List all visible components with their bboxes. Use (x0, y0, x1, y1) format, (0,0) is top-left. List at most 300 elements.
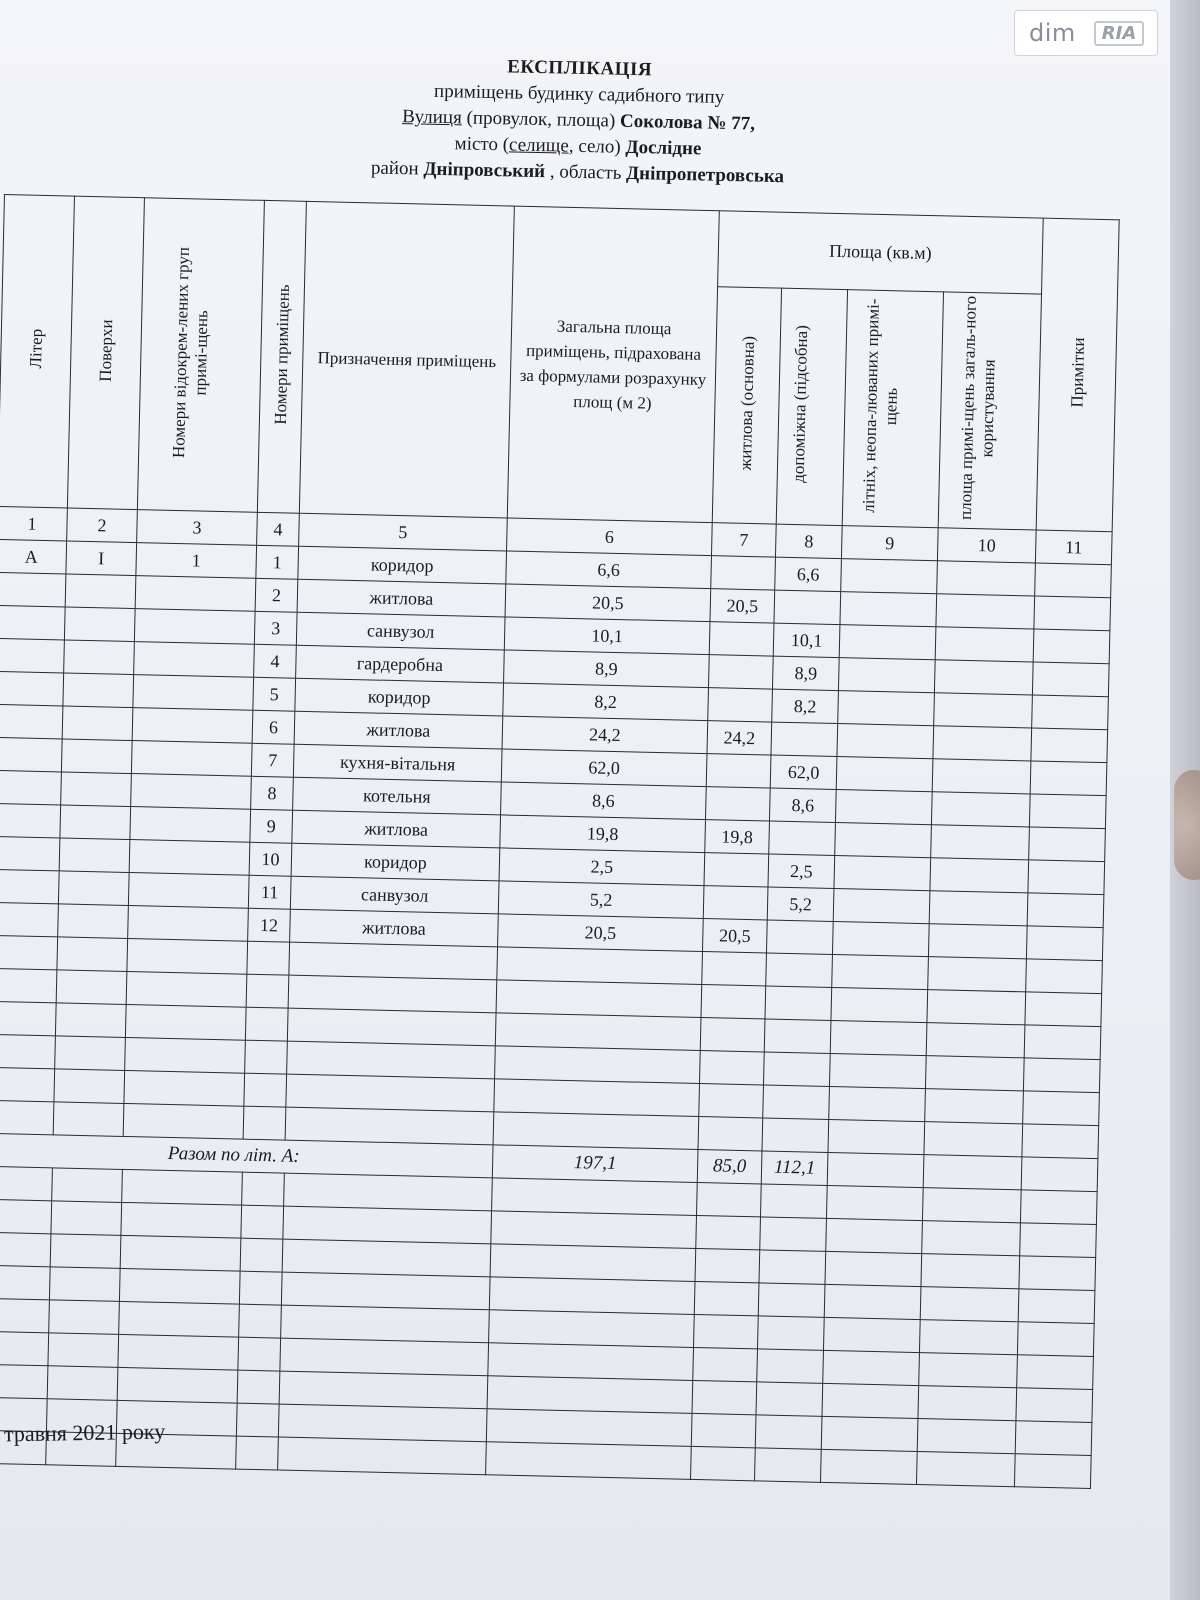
empty-cell (928, 924, 1027, 959)
empty-cell (694, 1281, 759, 1315)
cell-room: 11 (248, 875, 291, 909)
empty-cell (691, 1413, 756, 1447)
cell-purpose: коридор (295, 678, 504, 716)
empty-cell (1029, 827, 1106, 862)
empty-cell (922, 1188, 1021, 1223)
empty-cell (1023, 1058, 1100, 1093)
empty-cell (927, 990, 1026, 1025)
empty-cell (758, 1283, 825, 1317)
empty-cell (1020, 1223, 1097, 1258)
empty-cell (925, 1056, 1024, 1091)
cell-total: 8,6 (501, 782, 707, 820)
cell-purpose: котельня (293, 777, 502, 815)
empty-cell (836, 757, 933, 792)
document-subtitle: приміщень будинку садибного типу (433, 80, 725, 108)
empty-cell (695, 1248, 760, 1282)
empty-cell (1016, 1388, 1093, 1423)
empty-cell (1029, 794, 1106, 829)
header-rooms: Номери приміщень (257, 200, 306, 513)
empty-cell (122, 1169, 243, 1205)
empty-cell (919, 1320, 1018, 1355)
col-num: 4 (257, 512, 300, 546)
empty-cell (237, 1370, 280, 1404)
empty-cell (922, 1221, 1021, 1256)
empty-cell (929, 891, 1028, 926)
empty-cell (933, 726, 1032, 761)
header-liter: Літер (0, 195, 74, 509)
empty-cell (236, 1403, 279, 1437)
cell-group: 1 (136, 543, 257, 579)
empty-cell (492, 1178, 698, 1216)
empty-cell (763, 1052, 830, 1086)
cell-group (131, 741, 252, 777)
region-value: Дніпропетровська (625, 162, 785, 188)
empty-cell (835, 823, 932, 858)
empty-cell (236, 1436, 279, 1470)
empty-cell (700, 1018, 765, 1052)
cell-living (708, 688, 773, 722)
empty-cell (245, 1007, 288, 1041)
cell-room: 1 (256, 545, 299, 579)
cell-purpose: житлова (292, 810, 501, 848)
empty-cell (826, 1185, 923, 1220)
empty-cell (935, 627, 1034, 662)
empty-cell (486, 1409, 692, 1447)
cell-purpose: житлова (290, 909, 499, 947)
empty-cell (824, 1284, 921, 1319)
empty-cell (245, 1040, 288, 1074)
empty-cell (49, 1300, 120, 1335)
cell-liter (0, 902, 58, 937)
empty-cell (125, 1004, 246, 1040)
empty-cell (284, 1173, 493, 1211)
empty-cell (1034, 596, 1111, 631)
empty-cell (491, 1211, 697, 1249)
cell-liter (0, 869, 59, 904)
empty-cell (826, 1218, 923, 1253)
empty-cell (1025, 992, 1102, 1027)
empty-cell (832, 921, 929, 956)
document-heading (297, 50, 860, 192)
empty-cell (820, 1449, 917, 1484)
empty-cell (489, 1310, 695, 1348)
empty-cell (837, 724, 934, 759)
cell-aux (766, 920, 833, 954)
empty-cell (247, 941, 290, 975)
empty-cell (916, 1452, 1015, 1487)
cell-living: 19,8 (705, 820, 770, 854)
empty-cell (494, 1079, 700, 1117)
total-label: Разом по літ. А: (0, 1133, 493, 1178)
cell-liter (0, 737, 62, 772)
cell-floor (58, 871, 129, 906)
empty-cell (118, 1334, 239, 1370)
cell-living: 20,5 (702, 919, 767, 953)
cell-group (133, 675, 254, 711)
empty-cell (760, 1217, 827, 1251)
empty-cell (0, 968, 57, 1003)
empty-cell (757, 1316, 824, 1350)
header-floors: Поверхи (67, 196, 144, 510)
living-area-sum: 85,0 (697, 1149, 762, 1183)
cell-aux: 8,9 (772, 656, 839, 690)
empty-cell (242, 1172, 285, 1206)
empty-cell (490, 1244, 696, 1282)
empty-cell (49, 1267, 120, 1302)
empty-cell (757, 1349, 824, 1383)
empty-cell (838, 691, 935, 726)
empty-cell (701, 985, 766, 1019)
cell-living (705, 787, 770, 821)
empty-cell (0, 1001, 56, 1036)
cell-living (703, 886, 768, 920)
empty-cell (692, 1380, 757, 1414)
empty-cell (55, 1036, 126, 1071)
finger-shadow (1174, 770, 1200, 880)
empty-cell (699, 1084, 764, 1118)
cell-living: 24,2 (707, 721, 772, 755)
cell-room: 9 (250, 809, 293, 843)
empty-cell (487, 1376, 693, 1414)
cell-floor (64, 640, 135, 675)
empty-cell (287, 1041, 496, 1079)
empty-cell (923, 1155, 1022, 1190)
empty-cell (126, 971, 247, 1007)
document-title: ЕКСПЛІКАЦІЯ (507, 56, 653, 81)
col-num: 10 (937, 528, 1036, 563)
empty-cell (0, 1331, 49, 1366)
empty-cell (119, 1268, 240, 1304)
empty-cell (53, 1102, 124, 1137)
cell-living (711, 556, 776, 590)
col-num: 3 (137, 510, 258, 546)
empty-cell (0, 1034, 55, 1069)
empty-cell (765, 986, 832, 1020)
explication-table-wrap (0, 194, 1120, 1489)
cell-group (132, 708, 253, 744)
empty-cell (495, 1013, 701, 1051)
empty-cell (756, 1382, 823, 1416)
empty-cell (1033, 629, 1110, 664)
empty-cell (495, 1046, 701, 1084)
document-date: травня 2021 року (3, 1418, 166, 1447)
empty-cell (279, 1371, 488, 1409)
col-num: 1 (0, 506, 67, 541)
empty-cell (840, 592, 937, 627)
empty-cell (930, 858, 1029, 893)
header-common: площа примі-щень загаль-ного користування (938, 292, 1041, 530)
cell-group (131, 774, 252, 810)
empty-cell (841, 559, 938, 594)
cell-aux: 2,5 (768, 854, 835, 888)
cell-floor (62, 706, 133, 741)
empty-cell (754, 1448, 821, 1482)
empty-cell (1026, 959, 1103, 994)
empty-cell (497, 947, 703, 985)
empty-cell (696, 1215, 761, 1249)
empty-cell (839, 625, 936, 660)
empty-cell (693, 1347, 758, 1381)
street-value: Соколова № 77, (619, 110, 756, 135)
cell-group (129, 840, 250, 876)
total-area-sum: 197,1 (492, 1145, 698, 1183)
empty-cell (496, 980, 702, 1018)
cell-total: 8,9 (504, 650, 710, 688)
empty-cell (243, 1106, 286, 1140)
district-pre: район (370, 157, 424, 180)
empty-cell (1020, 1190, 1097, 1225)
empty-cell (241, 1205, 284, 1239)
col-num: 7 (711, 523, 776, 557)
cell-liter (0, 704, 63, 739)
empty-cell (0, 1232, 51, 1267)
empty-cell (0, 1067, 55, 1102)
empty-cell (924, 1122, 1023, 1157)
cell-room: 12 (248, 908, 291, 942)
cell-room: 10 (249, 842, 292, 876)
empty-cell (1022, 1124, 1099, 1159)
cell-liter: А (0, 539, 67, 574)
empty-cell (702, 952, 767, 986)
empty-cell (928, 957, 1027, 992)
header-summer: літніх, неопа-люваних примі-щень (842, 290, 943, 528)
empty-cell (699, 1051, 764, 1085)
empty-cell (921, 1254, 1020, 1289)
empty-cell (278, 1404, 487, 1442)
cell-liter (0, 605, 65, 640)
city-pre: місто ( (454, 133, 510, 156)
cell-aux: 8,6 (769, 788, 836, 822)
empty-cell (285, 1107, 494, 1145)
cell-purpose: гардеробна (296, 645, 505, 683)
empty-cell (50, 1234, 121, 1269)
empty-cell (931, 792, 1030, 827)
empty-cell (281, 1305, 490, 1343)
empty-cell (124, 1070, 245, 1106)
cell-room: 6 (252, 710, 295, 744)
empty-cell (1018, 1289, 1095, 1324)
empty-cell (829, 1053, 926, 1088)
col-num: 8 (775, 524, 842, 558)
empty-cell (239, 1304, 282, 1338)
empty-cell (488, 1343, 694, 1381)
cell-floor (61, 739, 132, 774)
empty-cell (57, 937, 128, 972)
empty-cell (0, 1100, 54, 1135)
empty-cell (244, 1073, 287, 1107)
col-num: 5 (299, 513, 508, 551)
empty-cell (51, 1201, 122, 1236)
cell-total: 62,0 (501, 749, 707, 787)
empty-cell (920, 1287, 1019, 1322)
empty-cell (117, 1367, 238, 1403)
cell-floor (60, 805, 131, 840)
cell-aux: 62,0 (770, 755, 837, 789)
empty-cell (822, 1383, 919, 1418)
empty-cell (1035, 563, 1112, 598)
cell-floor: I (66, 541, 137, 576)
cell-group (128, 906, 249, 942)
cell-group (128, 873, 249, 909)
empty-cell (936, 594, 1035, 629)
cell-liter (0, 572, 66, 607)
empty-cell (832, 954, 929, 989)
empty-cell (829, 1086, 926, 1121)
empty-cell (123, 1103, 244, 1139)
empty-cell (821, 1416, 918, 1451)
empty-cell (1014, 1454, 1091, 1489)
empty-cell (486, 1442, 692, 1480)
cell-group (134, 642, 255, 678)
explication-table (0, 194, 1120, 1489)
empty-cell (120, 1235, 241, 1271)
header-groups: Номери відокрем-лених груп примі-щень (137, 198, 264, 513)
empty-cell (288, 975, 497, 1013)
empty-cell (239, 1271, 282, 1305)
empty-cell (1027, 893, 1104, 928)
empty-cell (127, 938, 248, 974)
cell-liter (0, 803, 61, 838)
empty-cell (934, 693, 1033, 728)
empty-cell (823, 1350, 920, 1385)
cell-group (134, 609, 255, 645)
empty-cell (282, 1239, 491, 1277)
empty-cell (1015, 1421, 1092, 1456)
cell-room: 3 (254, 611, 297, 645)
empty-cell (281, 1272, 490, 1310)
empty-cell (1021, 1157, 1098, 1192)
empty-cell (1026, 926, 1103, 961)
empty-cell (1023, 1091, 1100, 1126)
region-pre: , область (544, 161, 627, 184)
empty-cell (283, 1206, 492, 1244)
empty-cell (489, 1277, 695, 1315)
empty-cell (759, 1250, 826, 1284)
empty-cell (931, 825, 1030, 860)
cell-living (708, 655, 773, 689)
empty-cell (119, 1301, 240, 1337)
cell-living: 20,5 (710, 589, 775, 623)
empty-cell (125, 1037, 246, 1073)
empty-cell (760, 1184, 827, 1218)
cell-floor (64, 607, 135, 642)
cell-liter (0, 671, 64, 706)
header-living: житлова (основна) (712, 287, 781, 524)
empty-cell (56, 970, 127, 1005)
header-total-area: Загальна площа приміщень, підрахована за формулами розрахунку площ (м 2) (507, 206, 719, 523)
col-num: 11 (1035, 530, 1112, 565)
empty-cell (1030, 761, 1107, 796)
empty-cell (289, 942, 498, 980)
city-underlined: селище (508, 134, 570, 157)
empty-cell (278, 1437, 487, 1475)
empty-cell (1017, 1355, 1094, 1390)
cell-purpose: коридор (291, 843, 500, 881)
empty-cell (1017, 1322, 1094, 1357)
empty-cell (1031, 728, 1108, 763)
dimria-watermark-logo (1014, 10, 1158, 56)
empty-cell (286, 1074, 495, 1112)
empty-cell (835, 790, 932, 825)
header-notes: Примітки (1036, 218, 1119, 532)
cell-purpose: житлова (294, 711, 503, 749)
district-value: Дніпровський (423, 158, 546, 183)
room-rows (0, 539, 1111, 1158)
cell-floor (65, 574, 136, 609)
empty-cell (0, 935, 58, 970)
col-num: 6 (507, 518, 713, 556)
empty-cell (918, 1386, 1017, 1421)
cell-total: 8,2 (503, 683, 709, 721)
cell-aux: 10,1 (773, 623, 840, 657)
empty-cell (48, 1333, 119, 1368)
cell-total: 20,5 (498, 914, 704, 952)
empty-cell (763, 1085, 830, 1119)
empty-cell (240, 1238, 283, 1272)
header-area-group: Площа (кв.м) (718, 211, 1044, 294)
empty-cell (697, 1182, 762, 1216)
cell-total: 6,6 (506, 551, 712, 589)
empty-cell (47, 1366, 118, 1401)
empty-cell (917, 1419, 1016, 1454)
empty-cell (238, 1337, 281, 1371)
empty-cell (766, 953, 833, 987)
cell-total: 10,1 (504, 617, 710, 655)
empty-cell (121, 1202, 242, 1238)
cell-aux (769, 821, 836, 855)
cell-aux (771, 722, 838, 756)
cell-total: 5,2 (498, 881, 704, 919)
cell-living (704, 853, 769, 887)
empty-cell (762, 1118, 829, 1152)
cell-liter (0, 638, 64, 673)
cell-total: 19,8 (500, 815, 706, 853)
empty-cell (834, 856, 931, 891)
empty-cell (55, 1003, 126, 1038)
empty-cell (755, 1415, 822, 1449)
cell-purpose: санвузол (296, 612, 505, 650)
empty-cell (493, 1112, 699, 1150)
cell-total: 24,2 (502, 716, 708, 754)
empty-cell (838, 658, 935, 693)
empty-cell (926, 1023, 1025, 1058)
empty-cell (825, 1251, 922, 1286)
cell-liter (0, 770, 61, 805)
cell-group (135, 576, 256, 612)
empty-cell (1032, 695, 1109, 730)
cell-floor (61, 772, 132, 807)
col-num: 2 (67, 508, 138, 543)
cell-room: 5 (253, 677, 296, 711)
empty-cell (698, 1116, 763, 1150)
cell-living (706, 754, 771, 788)
cell-purpose: санвузол (290, 876, 499, 914)
city-post: , село) (568, 135, 626, 158)
empty-cell (280, 1338, 489, 1376)
empty-cell (830, 1020, 927, 1055)
empty-cell (694, 1314, 759, 1348)
watermark-brand-ria: RIA (1094, 21, 1145, 46)
cell-room: 7 (251, 743, 294, 777)
col-num: 9 (841, 526, 938, 561)
cell-aux (774, 590, 841, 624)
cell-purpose: коридор (298, 546, 507, 584)
empty-cell (764, 1019, 831, 1053)
empty-cell (827, 1152, 924, 1187)
aux-area-sum: 112,1 (761, 1151, 828, 1185)
empty-cell (828, 1119, 925, 1154)
cell-living (709, 622, 774, 656)
